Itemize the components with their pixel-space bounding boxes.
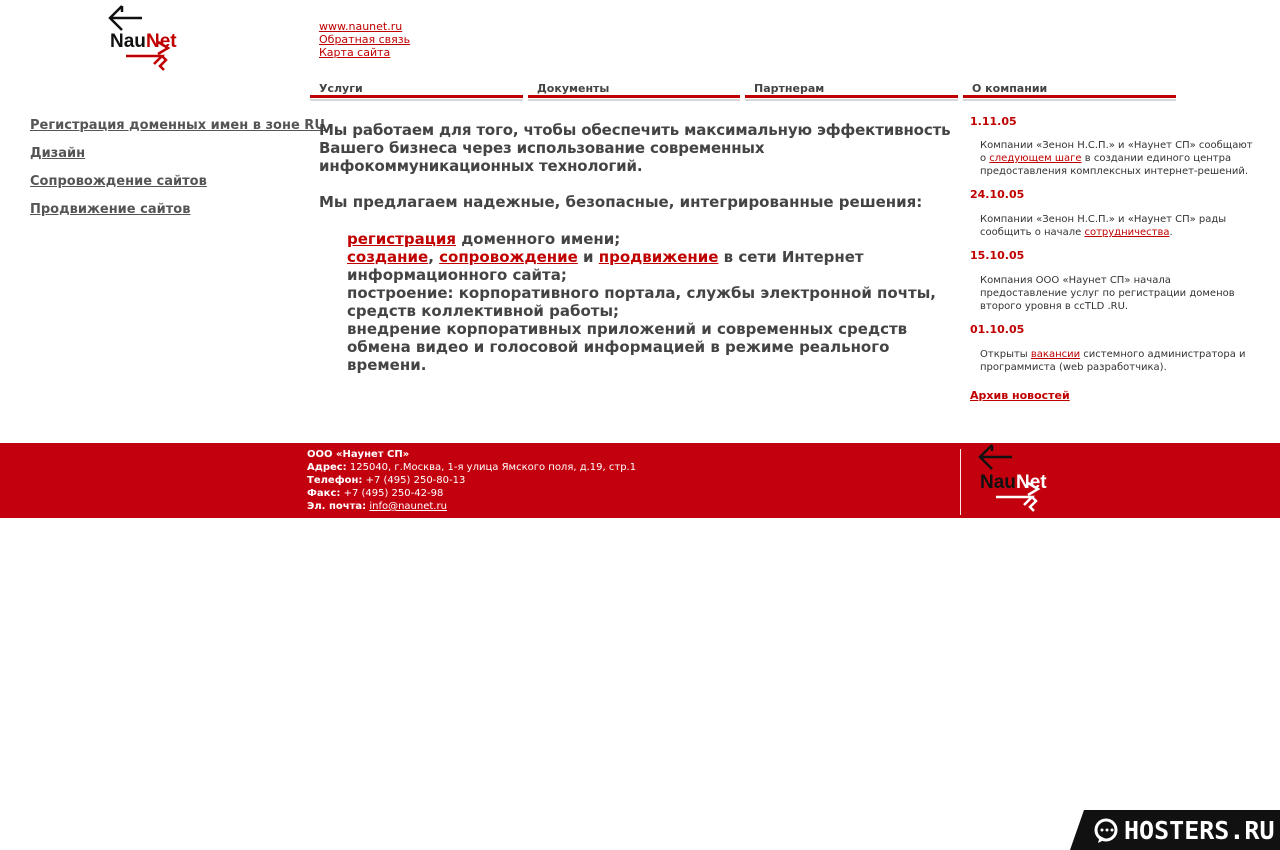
tab-label: Документы (537, 82, 610, 95)
news-text-part: Компании «Зенон Н.С.П.» и «Наунет СП» рады сообщить о начале (980, 214, 1227, 238)
news-link-cooperation[interactable]: сотрудничества (1084, 227, 1170, 238)
phone-value: +7 (495) 250-80-13 (362, 475, 466, 486)
tab-label: Партнерам (754, 82, 825, 95)
tab-underline (528, 95, 740, 98)
naunet-logo[interactable] (108, 4, 200, 76)
support-link[interactable]: сопровождение (439, 248, 578, 266)
fax-value: +7 (495) 250-42-98 (340, 488, 444, 499)
phone-label: Телефон: (307, 475, 363, 486)
svg-text:Nau: Nau (110, 31, 146, 52)
news-date: 1.11.05 (970, 115, 1017, 128)
separator: и (577, 248, 599, 266)
tab-partners[interactable] (745, 80, 958, 101)
list-item (347, 248, 959, 284)
top-links (319, 20, 410, 59)
sidebar (30, 117, 325, 229)
sidebar-item-design[interactable]: Дизайн (30, 146, 86, 161)
offer-text: Мы предлагаем надежные, безопасные, интегрированные решения: (319, 193, 923, 211)
list-item: внедрение корпоративных приложений и современных средств обмена видео и голосовой информацией в режиме реального времени. (347, 320, 908, 374)
tab-shadow (528, 99, 740, 101)
news-text-part: системного администратора и программиста (web разработчика). (980, 349, 1246, 373)
main-content (319, 121, 959, 374)
list-item: построение: корпоративного портала, службы электронной почты, средств коллективной работы; (347, 284, 936, 320)
news-link-next-step[interactable]: следующем шаге (989, 153, 1082, 164)
registration-link[interactable]: регистрация (347, 230, 456, 248)
tab-underline (963, 95, 1176, 98)
site-url-link[interactable]: www.naunet.ru (319, 20, 403, 33)
promotion-link[interactable]: продвижение (598, 248, 719, 266)
tab-shadow (310, 99, 523, 101)
tab-about[interactable] (963, 80, 1176, 101)
list-item-text: доменного имени; (455, 230, 621, 248)
news-link-vacancies[interactable]: вакансии (1030, 349, 1081, 360)
footer-naunet-logo (978, 443, 1070, 517)
news-item (970, 249, 1260, 313)
tab-label: О компании (972, 82, 1048, 95)
news-item (970, 188, 1260, 239)
news-text (980, 213, 1260, 239)
footer-contacts (307, 448, 636, 513)
list-item-text: в сети Интернет информационного сайта; (347, 248, 864, 284)
news-text (980, 139, 1260, 178)
svg-text:Nau: Nau (980, 472, 1016, 493)
separator: , (428, 248, 440, 266)
sitemap-link[interactable]: Карта сайта (319, 46, 391, 59)
svg-text:Net: Net (146, 31, 177, 52)
tab-documents[interactable] (528, 80, 740, 101)
news-text (980, 348, 1260, 374)
feedback-link[interactable]: Обратная связь (319, 33, 411, 46)
news-item (970, 115, 1260, 178)
news-text-part: Открыты (980, 349, 1031, 360)
svg-text:Net: Net (1016, 472, 1047, 493)
news-text-part: Компании «Зенон Н.С.П.» и «Наунет СП» сообщают о (980, 140, 1253, 164)
tab-underline (745, 95, 958, 98)
news-text-part: . (1169, 227, 1173, 238)
address-value: 125040, г.Москва, 1-я улица Ямского поля, д.19, стр.1 (346, 462, 637, 473)
tab-shadow (745, 99, 958, 101)
footer (0, 443, 1280, 518)
fax-label: Факс: (307, 488, 341, 499)
news-column (970, 115, 1260, 403)
news-text: Компания ООО «Наунет СП» начала предоставление услуг по регистрации доменов второго уровня в ccTLD .RU. (980, 275, 1235, 312)
news-item (970, 323, 1260, 374)
news-date: 24.10.05 (970, 188, 1025, 201)
email-link[interactable]: info@naunet.ru (369, 501, 447, 512)
news-text-part: в создании единого центра предоставления комплексных интернет-решений. (980, 153, 1249, 177)
solutions-list (347, 230, 959, 374)
sidebar-item-domain-registration[interactable]: Регистрация доменных имен в зоне RU (30, 118, 325, 133)
news-archive-link[interactable]: Архив новостей (970, 389, 1070, 402)
intro-text: Мы работаем для того, чтобы обеспечить максимальную эффективность Вашего бизнеса через использование современных инфокоммуникационных технологий. (319, 121, 951, 175)
sidebar-item-site-promotion[interactable]: Продвижение сайтов (30, 202, 191, 217)
news-date: 01.10.05 (970, 323, 1025, 336)
tab-shadow (963, 99, 1176, 101)
watermark-text-wrap (1070, 810, 1280, 850)
address-label: Адрес: (307, 462, 347, 473)
list-item (347, 230, 959, 248)
company-name: ООО «Наунет СП» (307, 449, 410, 460)
tab-services[interactable] (310, 80, 523, 101)
email-label: Эл. почта: (307, 501, 367, 512)
footer-divider (960, 449, 961, 515)
news-date: 15.10.05 (970, 249, 1025, 262)
watermark-text: HOSTERS.RU (1124, 816, 1275, 845)
tab-underline (310, 95, 523, 98)
tab-label: Услуги (319, 82, 363, 95)
creation-link[interactable]: создание (347, 248, 429, 266)
sidebar-item-site-support[interactable]: Сопровождение сайтов (30, 174, 207, 189)
